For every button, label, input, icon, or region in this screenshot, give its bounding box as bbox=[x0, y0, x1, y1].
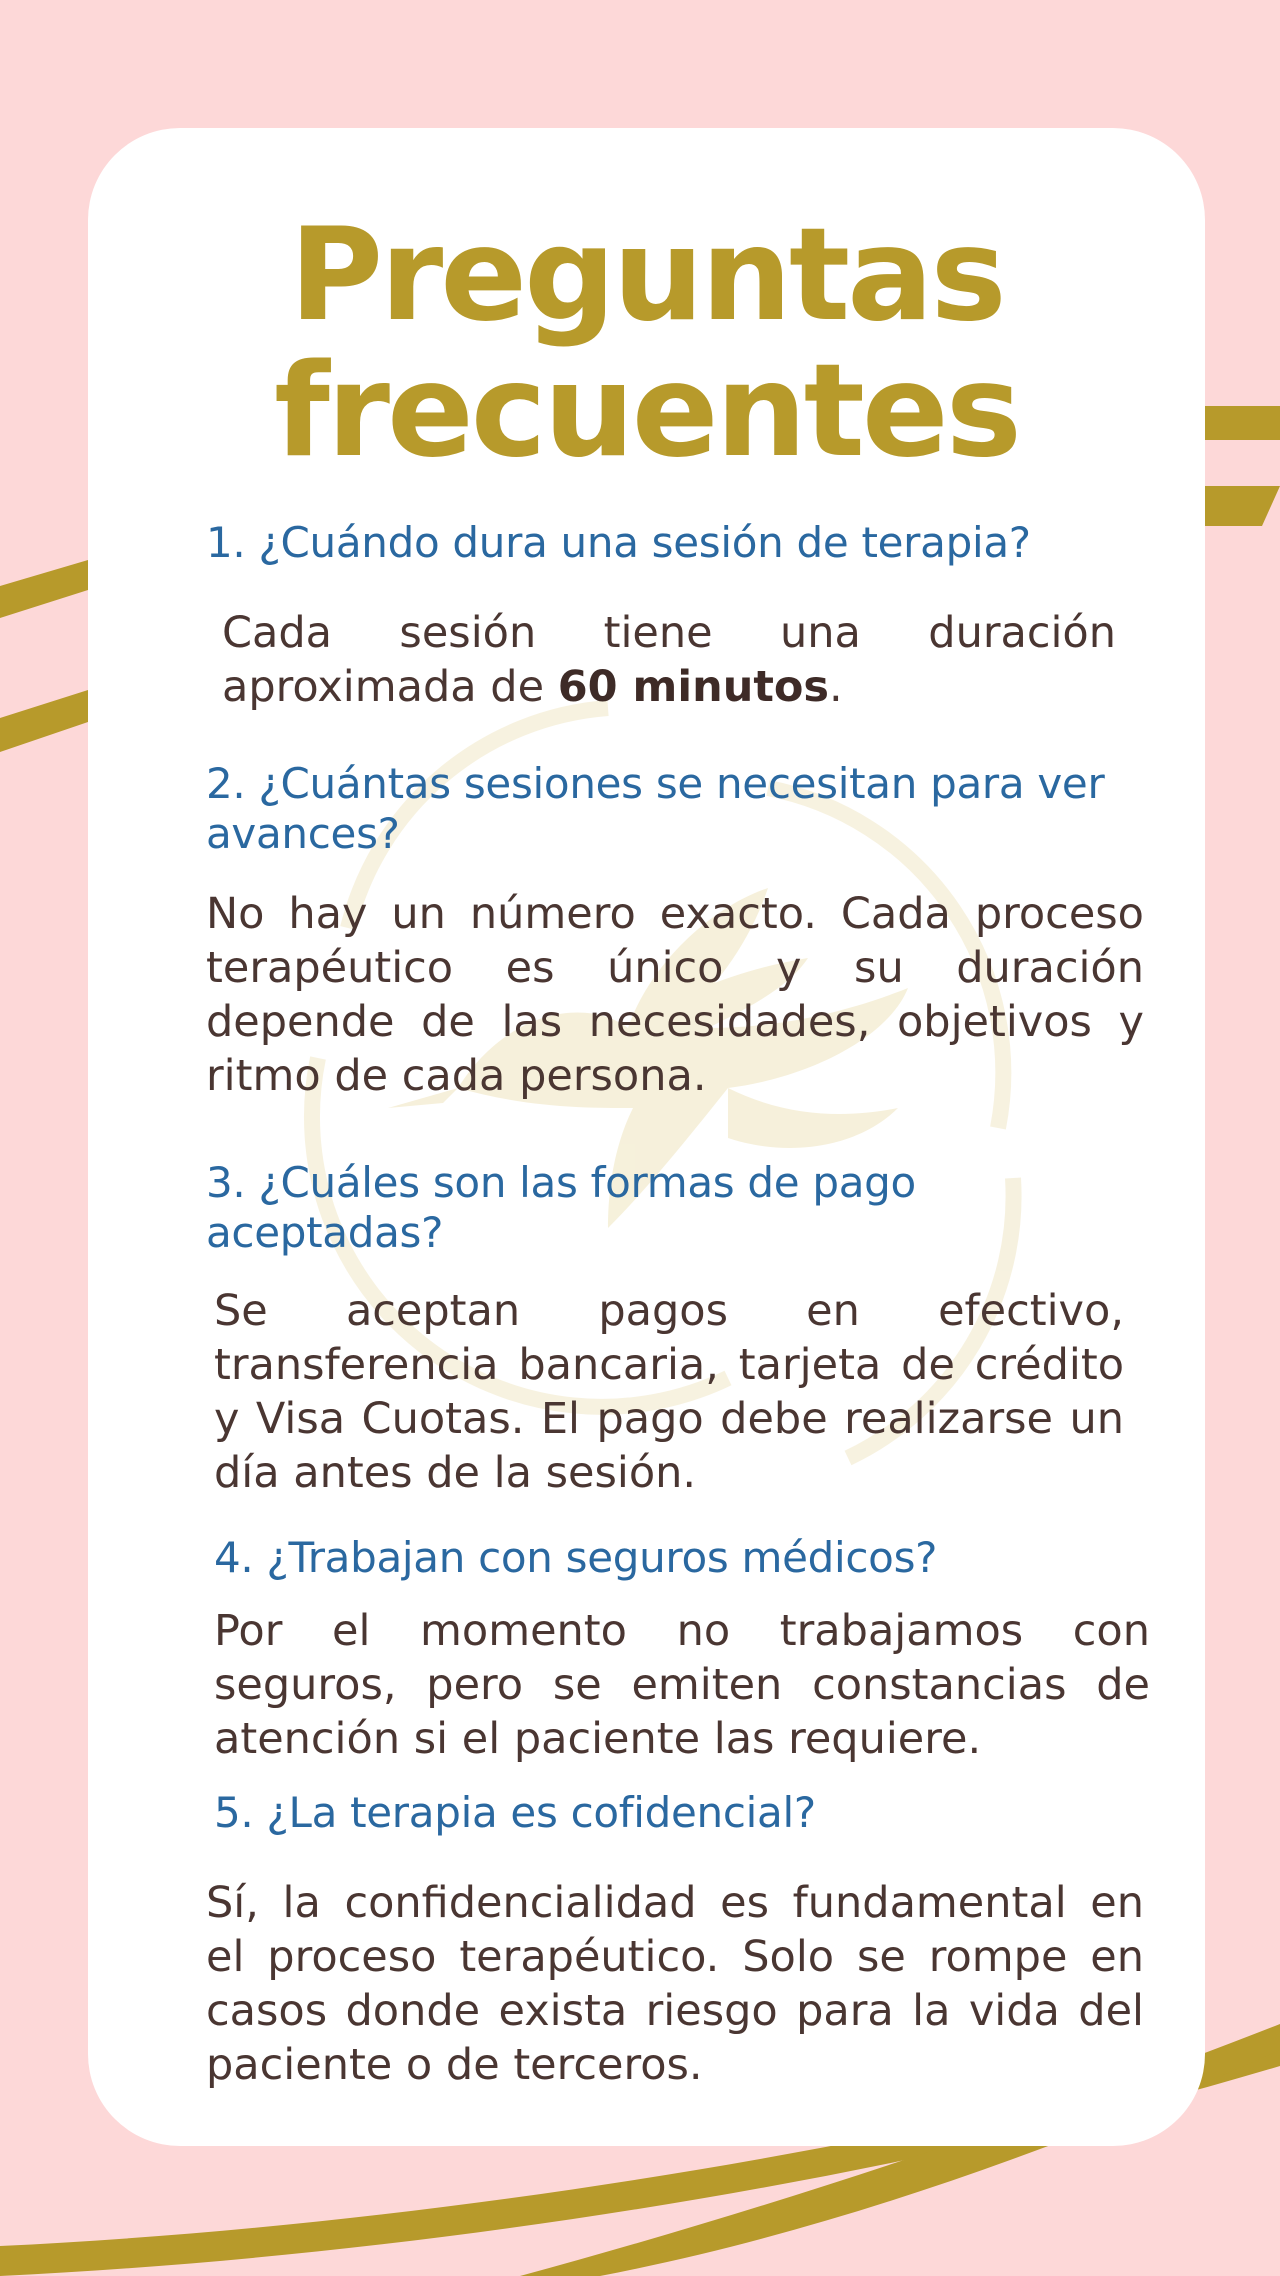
gold-stripe-left-upper bbox=[0, 560, 88, 618]
faq-question-2: 2. ¿Cuántas sesiones se necesitan para ver avances? bbox=[206, 759, 1105, 858]
faq-answer-1 bbox=[222, 606, 1116, 714]
faq-question-4: 4. ¿Trabajan con seguros médicos? bbox=[214, 1533, 938, 1582]
gold-stripe-left-lower bbox=[0, 690, 88, 752]
gold-stripe-right-lower bbox=[1200, 486, 1280, 526]
title-line-2: frecuentes bbox=[274, 337, 1019, 486]
title-line-1: Preguntas bbox=[289, 201, 1004, 350]
faq-answer-1-text: Cada sesión tiene una duración aproximada de bbox=[222, 608, 1116, 712]
faq-card bbox=[88, 128, 1205, 2146]
gold-stripe-right-upper bbox=[1200, 406, 1280, 440]
faq-answer-3: Se aceptan pagos en efectivo, transferencia bancaria, tarjeta de crédito y Visa Cuotas. El pago debe realizarse un día antes de la sesión. bbox=[214, 1286, 1124, 1498]
faq-answer-1-end: . bbox=[829, 662, 843, 712]
faq-question-5: 5. ¿La terapia es cofidencial? bbox=[214, 1788, 816, 1837]
faq-answer-4: Por el momento no trabajamos con seguros, pero se emiten constancias de atención si el paciente las requiere. bbox=[214, 1606, 1150, 1764]
faq-answer-1-highlight: 60 minutos bbox=[557, 662, 830, 712]
faq-answer-2: No hay un número exacto. Cada proceso terapéutico es único y su duración depende de las necesidades, objetivos y ritmo de cada persona. bbox=[206, 889, 1144, 1101]
faq-answer-5: Sí, la confidencialidad es fundamental en el proceso terapéutico. Solo se rompe en casos donde exista riesgo para la vida del paciente o de terceros. bbox=[206, 1878, 1144, 2090]
page-title bbox=[88, 201, 1205, 486]
faq-question-1: 1. ¿Cuándo dura una sesión de terapia? bbox=[206, 518, 1031, 567]
faq-question-3: 3. ¿Cuáles son las formas de pago aceptadas? bbox=[206, 1158, 916, 1257]
